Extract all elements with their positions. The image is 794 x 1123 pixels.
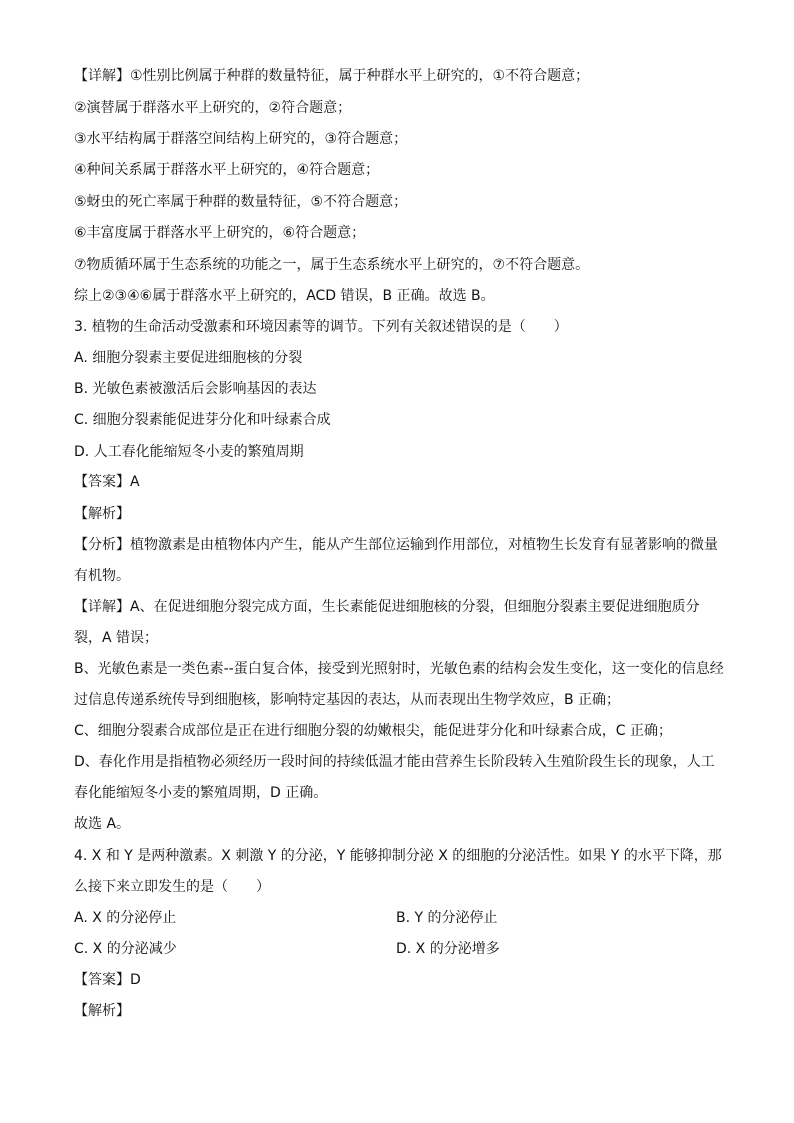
question-3-option-b: B. 光敏色素被激活后会影响基因的表达	[74, 381, 317, 397]
question-3-detail-d-line-2: 春化能缩短冬小麦的繁殖周期，D 正确。	[74, 785, 328, 801]
detail-line-2: ②演替属于群落水平上研究的，②符合题意；	[74, 100, 352, 116]
question-3-detail-c: C、细胞分裂素合成部位是正在进行细胞分裂的幼嫩根尖，能促进芽分化和叶绿素合成，C 正确；	[74, 723, 672, 739]
question-4-analysis-heading: 【解析】	[74, 1003, 130, 1019]
question-4-option-a: A. X 的分泌停止	[74, 910, 177, 926]
question-4-stem-line-2: 么接下来立即发生的是（ ）	[74, 879, 270, 895]
question-3-detail-a-line-2: 裂，A 错误；	[74, 630, 159, 646]
question-3-choice: 故选 A。	[74, 816, 131, 832]
question-4-answer: 【答案】D	[74, 972, 141, 988]
detail-line-4: ④种间关系属于群落水平上研究的，④符合题意；	[74, 162, 380, 178]
question-3-detail-a-line-1: 【详解】A、在促进细胞分裂完成方面，生长素能促进细胞核的分裂，但细胞分裂素主要促进细胞质分	[74, 599, 700, 615]
question-4-stem-line-1: 4. X 和 Y 是两种激素。X 刺激 Y 的分泌，Y 能够抑制分泌 X 的细胞的分泌活性。如果 Y 的水平下降，那	[74, 848, 722, 864]
question-4-option-c: C. X 的分泌减少	[74, 941, 177, 957]
question-3-detail-b-line-1: B、光敏色素是一类色素--蛋白复合体，接受到光照射时，光敏色素的结构会发生变化，这一变化的信息经	[74, 661, 724, 677]
question-3-detail-b-line-2: 过信息传递系统传导到细胞核，影响特定基因的表达，从而表现出生物学效应，B 正确；	[74, 692, 621, 708]
question-3-analysis-line-2: 有机物。	[74, 568, 130, 584]
question-3-analysis-heading: 【解析】	[74, 506, 130, 522]
detail-line-3: ③水平结构属于群落空间结构上研究的，③符合题意；	[74, 131, 408, 147]
question-4-option-d: D. X 的分泌增多	[396, 941, 500, 957]
question-3-option-d: D. 人工春化能缩短冬小麦的繁殖周期	[74, 444, 304, 460]
question-4-option-b: B. Y 的分泌停止	[396, 910, 498, 926]
question-3-option-c: C. 细胞分裂素能促进芽分化和叶绿素合成	[74, 412, 331, 428]
detail-line-5: ⑤蚜虫的死亡率属于种群的数量特征，⑤不符合题意；	[74, 194, 408, 210]
conclusion-line: 综上②③④⑥属于群落水平上研究的，ACD 错误，B 正确。故选 B。	[74, 288, 495, 304]
question-3-detail-d-line-1: D、春化作用是指植物必须经历一段时间的持续低温才能由营养生长阶段转入生殖阶段生长的现象，人工	[74, 754, 715, 770]
detail-line-6: ⑥丰富度属于群落水平上研究的，⑥符合题意；	[74, 225, 366, 241]
detail-line-7: ⑦物质循环属于生态系统的功能之一，属于生态系统水平上研究的，⑦不符合题意。	[74, 257, 590, 273]
question-3-option-a: A. 细胞分裂素主要促进细胞核的分裂	[74, 350, 303, 366]
question-3-stem: 3. 植物的生命活动受激素和环境因素等的调节。下列有关叙述错误的是（ ）	[74, 319, 568, 335]
question-3-analysis-line-1: 【分析】植物激素是由植物体内产生，能从产生部位运输到作用部位，对植物生长发育有显著影响的微量	[74, 537, 718, 553]
question-3-answer: 【答案】A	[74, 474, 140, 490]
detail-line-1: 【详解】①性别比例属于种群的数量特征，属于种群水平上研究的，①不符合题意；	[74, 68, 590, 84]
